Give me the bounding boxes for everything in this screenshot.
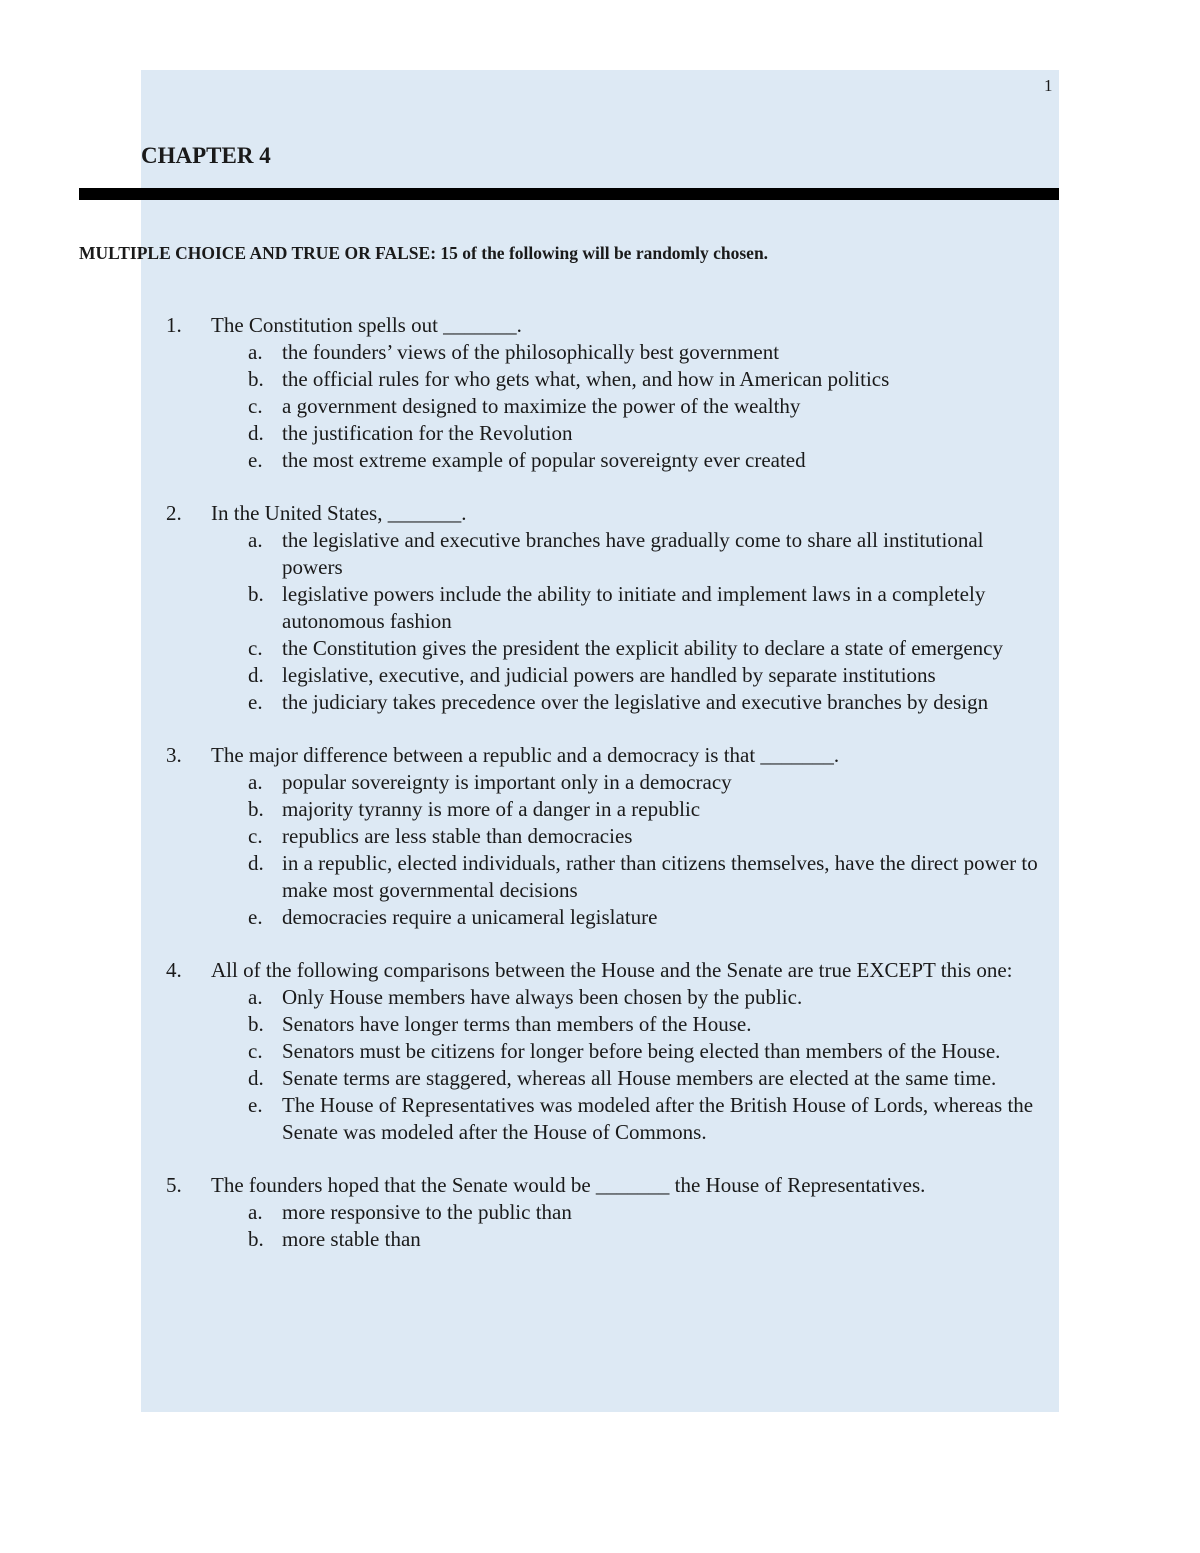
question-text: In the United States, _______.	[211, 501, 467, 525]
option-text: popular sovereignty is important only in a democracy	[282, 770, 732, 794]
chapter-title: CHAPTER 4	[141, 143, 271, 168]
option-letter: a.	[248, 340, 263, 364]
answer-option	[211, 393, 1041, 420]
horizontal-rule	[79, 188, 1059, 200]
answer-options	[0, 339, 1200, 474]
option-text: majority tyranny is more of a danger in a republic	[282, 797, 701, 821]
question-item	[0, 500, 1200, 716]
answer-option	[211, 527, 1041, 581]
option-letter: d.	[248, 851, 264, 875]
option-text: the most extreme example of popular sovereignty ever created	[282, 448, 806, 472]
option-letter: a.	[248, 1200, 263, 1224]
answer-option	[211, 1226, 1041, 1253]
option-letter: b.	[248, 582, 264, 606]
question-item	[0, 742, 1200, 931]
option-text: democracies require a unicameral legislature	[282, 905, 658, 929]
answer-option	[211, 339, 1041, 366]
option-letter: e.	[248, 690, 263, 714]
answer-options	[0, 1199, 1200, 1253]
option-text: Senate terms are staggered, whereas all House members are elected at the same time.	[282, 1066, 997, 1090]
option-letter: b.	[248, 1012, 264, 1036]
answer-option	[211, 850, 1041, 904]
option-letter: c.	[248, 636, 263, 660]
option-text: the judiciary takes precedence over the legislative and executive branches by design	[282, 690, 989, 714]
option-text: more responsive to the public than	[282, 1200, 572, 1224]
answer-option	[211, 984, 1041, 1011]
answer-option	[211, 689, 1041, 716]
option-text: a government designed to maximize the power of the wealthy	[282, 394, 801, 418]
option-text: the legislative and executive branches have gradually come to share all institutional powers	[282, 528, 984, 579]
question-number: 1.	[166, 313, 182, 337]
option-text: more stable than	[282, 1227, 421, 1251]
answer-option	[211, 1092, 1041, 1146]
option-letter: d.	[248, 1066, 264, 1090]
answer-options	[0, 984, 1200, 1146]
answer-option	[211, 581, 1041, 635]
option-letter: b.	[248, 367, 264, 391]
option-letter: d.	[248, 663, 264, 687]
question-text: All of the following comparisons between the House and the Senate are true EXCEPT this one:	[211, 958, 1013, 982]
option-text: Only House members have always been chosen by the public.	[282, 985, 803, 1009]
answer-option	[211, 635, 1041, 662]
question-number: 4.	[166, 958, 182, 982]
option-text: legislative powers include the ability to initiate and implement laws in a completely autonomous fashion	[282, 582, 986, 633]
answer-option	[211, 366, 1041, 393]
option-text: Senators have longer terms than members of the House.	[282, 1012, 752, 1036]
option-letter: a.	[248, 528, 263, 552]
answer-option	[211, 796, 1041, 823]
question-item	[0, 957, 1200, 1146]
answer-option	[211, 769, 1041, 796]
option-letter: a.	[248, 985, 263, 1009]
answer-option	[211, 1011, 1041, 1038]
question-text: The Constitution spells out _______.	[211, 313, 522, 337]
option-text: Senators must be citizens for longer before being elected than members of the House.	[282, 1039, 1001, 1063]
option-text: The House of Representatives was modeled after the British House of Lords, whereas the Senate was modeled after the House of Commons.	[282, 1093, 1034, 1144]
option-letter: b.	[248, 1227, 264, 1251]
question-item	[0, 1172, 1200, 1253]
question-number: 2.	[166, 501, 182, 525]
answer-option	[211, 420, 1041, 447]
option-text: the Constitution gives the president the explicit ability to declare a state of emergency	[282, 636, 1003, 660]
option-text: republics are less stable than democracies	[282, 824, 633, 848]
answer-options	[0, 527, 1200, 716]
option-letter: e.	[248, 1093, 263, 1117]
option-text: the official rules for who gets what, when, and how in American politics	[282, 367, 890, 391]
question-list	[0, 312, 1200, 1279]
answer-option	[211, 662, 1041, 689]
section-instructions: MULTIPLE CHOICE AND TRUE OR FALSE: 15 of the following will be randomly chosen.	[79, 243, 769, 263]
option-letter: c.	[248, 1039, 263, 1063]
option-text: legislative, executive, and judicial powers are handled by separate institutions	[282, 663, 936, 687]
answer-option	[211, 447, 1041, 474]
answer-option	[211, 1065, 1041, 1092]
question-text: The founders hoped that the Senate would be _______ the House of Representatives.	[211, 1173, 926, 1197]
option-letter: c.	[248, 824, 263, 848]
question-item	[0, 312, 1200, 474]
option-letter: e.	[248, 905, 263, 929]
option-letter: a.	[248, 770, 263, 794]
option-text: the founders’ views of the philosophically best government	[282, 340, 780, 364]
question-number: 3.	[166, 743, 182, 767]
answer-option	[211, 904, 1041, 931]
answer-option	[211, 823, 1041, 850]
answer-option	[211, 1199, 1041, 1226]
option-text: in a republic, elected individuals, rather than citizens themselves, have the direct power to make most governmental decisions	[282, 851, 1038, 902]
question-text: The major difference between a republic and a democracy is that _______.	[211, 743, 840, 767]
answer-option	[211, 1038, 1041, 1065]
answer-options	[0, 769, 1200, 931]
question-number: 5.	[166, 1173, 182, 1197]
option-letter: d.	[248, 421, 264, 445]
page-number: 1	[1044, 76, 1053, 95]
option-letter: e.	[248, 448, 263, 472]
option-letter: b.	[248, 797, 264, 821]
option-letter: c.	[248, 394, 263, 418]
option-text: the justification for the Revolution	[282, 421, 573, 445]
